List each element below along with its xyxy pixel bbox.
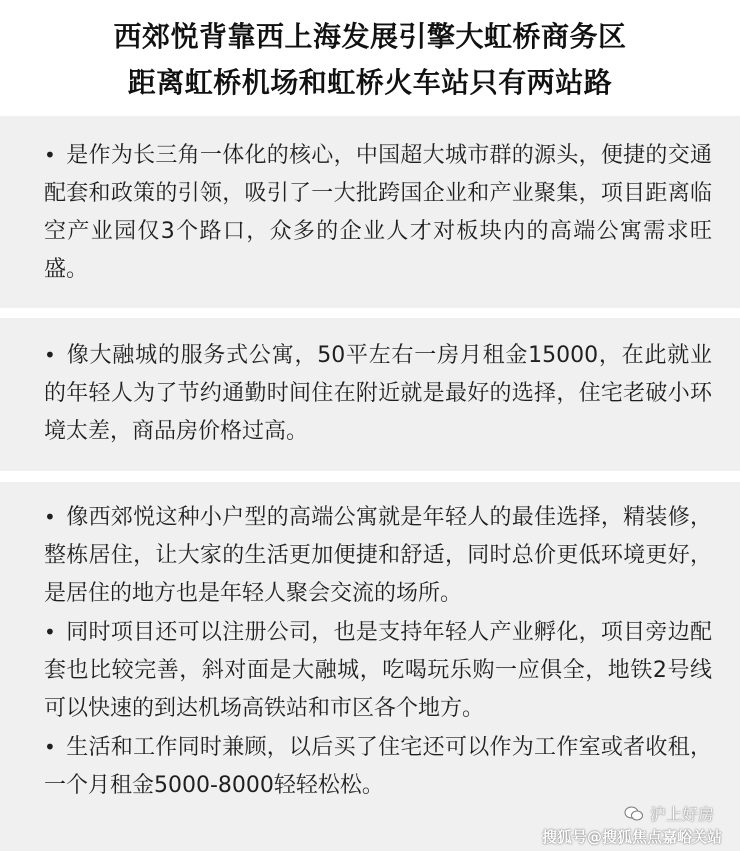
- bullet-item: [44, 136, 712, 289]
- bullet-dot: •: [44, 735, 56, 759]
- bullet-item: [44, 498, 712, 613]
- info-panel-1: [0, 116, 740, 308]
- account-name: 沪上好房: [649, 805, 714, 824]
- wechat-account-watermark: [624, 802, 714, 825]
- bullet-dot: •: [44, 343, 56, 367]
- wechat-icon: [624, 806, 644, 822]
- bullet-text: 生活和工作同时兼顾，以后买了住宅还可以作为工作室或者收租，一个月租金5000-8000轻轻松松。: [44, 735, 712, 798]
- info-panel-3: [0, 482, 740, 851]
- bullet-dot: •: [44, 143, 56, 167]
- title-line-1: 西郊悦背靠西上海发展引擎大虹桥商务区: [113, 20, 627, 53]
- page-title: [0, 14, 740, 106]
- bullet-text: 像西郊悦这种小户型的高端公寓就是年轻人的最佳选择，精装修，整栋居住，让大家的生活更加便捷和舒适，同时总价更低环境更好，是居住的地方也是年轻人聚会交流的场所。: [44, 505, 712, 606]
- bullet-text: 像大融城的服务式公寓，50平左右一房月租金15000，在此就业的年轻人为了节约通勤时间住在附近就是最好的选择，住宅老破小环境太差，商品房价格过高。: [44, 343, 712, 444]
- bullet-dot: •: [44, 620, 56, 644]
- title-line-2: 距离虹桥机场和虹桥火车站只有两站路: [127, 66, 613, 99]
- source-watermark: 搜狐号@搜狐焦点嘉峪关站: [541, 828, 722, 846]
- bullet-item: [44, 336, 712, 451]
- bullet-dot: •: [44, 505, 56, 529]
- bullet-text: 同时项目还可以注册公司，也是支持年轻人产业孵化，项目旁边配套也比较完善，斜对面是大融城，吃喝玩乐购一应俱全，地铁2号线可以快速的到达机场高铁站和市区各个地方。: [44, 620, 712, 721]
- bullet-item: [44, 613, 712, 728]
- info-panel-2: [0, 318, 740, 471]
- bullet-text: 是作为长三角一体化的核心，中国超大城市群的源头，便捷的交通配套和政策的引领，吸引了一大批跨国企业和产业聚集，项目距离临空产业园仅3个路口，众多的企业人才对板块内的高端公寓需求旺盛。: [44, 143, 712, 282]
- bullet-item: [44, 728, 712, 805]
